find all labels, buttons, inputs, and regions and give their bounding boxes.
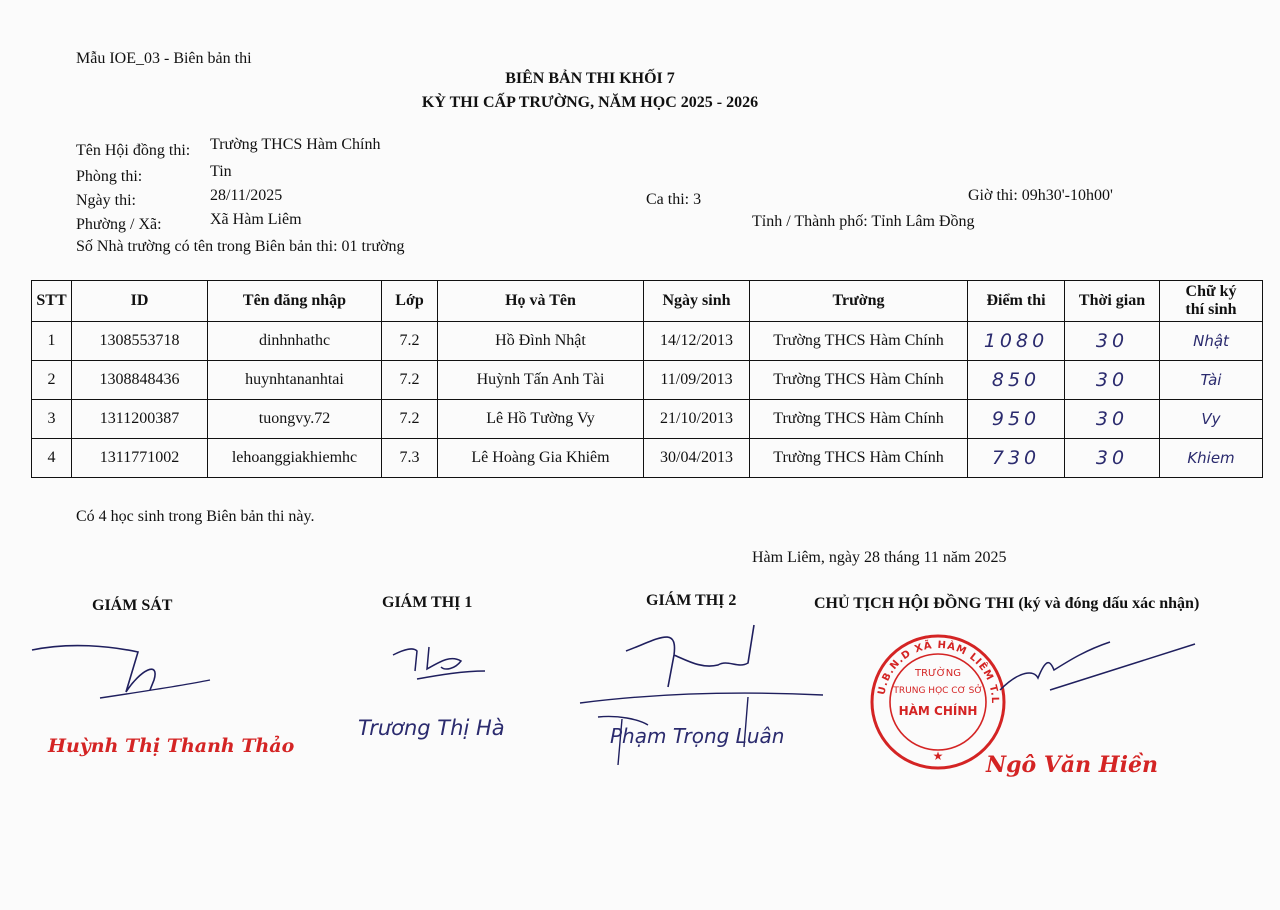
cell-class: 7.2 [382, 322, 438, 361]
date-value: 28/11/2025 [210, 187, 283, 204]
cell-stt: 2 [32, 361, 72, 400]
cell-score: 730 [968, 439, 1065, 478]
stamp-ring-text: U.B.N.D XÃ HÀM LIÊM T.L [876, 639, 1001, 705]
cell-dob: 11/09/2013 [644, 361, 750, 400]
chair-label: CHỦ TỊCH HỘI ĐỒNG THI (ký và đóng dấu xác nhận) [814, 595, 1200, 612]
cell-school: Trường THCS Hàm Chính [750, 322, 968, 361]
cell-dob: 21/10/2013 [644, 400, 750, 439]
cell-id: 1311200387 [72, 400, 208, 439]
cell-stt: 1 [32, 322, 72, 361]
cell-school: Trường THCS Hàm Chính [750, 400, 968, 439]
cell-school: Trường THCS Hàm Chính [750, 439, 968, 478]
cell-id: 1308553718 [72, 322, 208, 361]
header-name: Họ và Tên [438, 281, 644, 322]
proctor1-signature-icon [385, 635, 495, 685]
stamp-line3: HÀM CHÍNH [898, 704, 978, 718]
room-value: Tin [210, 163, 232, 180]
date-label: Ngày thi: [76, 192, 136, 209]
cell-stt: 3 [32, 400, 72, 439]
ward-label: Phường / Xã: [76, 216, 162, 233]
chair-name: Ngô Văn Hiền [986, 752, 1158, 778]
cell-time: 30 [1065, 322, 1160, 361]
cell-id: 1308848436 [72, 361, 208, 400]
exam-time: Giờ thi: 09h30'-10h00' [968, 187, 1113, 204]
cell-username: dinhnhathc [208, 322, 382, 361]
cell-username: huynhtananhtai [208, 361, 382, 400]
cell-class: 7.2 [382, 361, 438, 400]
roster-table [31, 280, 1263, 478]
form-code: Mẫu IOE_03 - Biên bản thi [76, 50, 252, 67]
cell-name: Hồ Đình Nhật [438, 322, 644, 361]
cell-school: Trường THCS Hàm Chính [750, 361, 968, 400]
proctor1-name: Trương Thị Hà [358, 716, 505, 740]
header-signature [1160, 281, 1263, 322]
document-title: BIÊN BẢN THI KHỐI 7 [505, 70, 675, 87]
room-label: Phòng thi: [76, 168, 143, 185]
document-subtitle: KỲ THI CẤP TRƯỜNG, NĂM HỌC 2025 - 2026 [421, 94, 759, 111]
table-row [32, 322, 1263, 361]
table-row [32, 361, 1263, 400]
cell-username: lehoanggiakhiemhc [208, 439, 382, 478]
school-count: Số Nhà trường có tên trong Biên bản thi: 01 trường [76, 238, 405, 255]
header-school: Trường [750, 281, 968, 322]
cell-id: 1311771002 [72, 439, 208, 478]
stamp-line2: TRUNG HỌC CƠ SỞ [893, 686, 983, 696]
cell-score: 950 [968, 400, 1065, 439]
cell-name: Lê Hồ Tường Vy [438, 400, 644, 439]
header-signature-line2: thí sinh [1185, 301, 1237, 318]
svg-text:★: ★ [932, 749, 944, 763]
cell-class: 7.2 [382, 400, 438, 439]
cell-signature: Nhật [1160, 322, 1263, 361]
cell-time: 30 [1065, 439, 1160, 478]
cell-name: Lê Hoàng Gia Khiêm [438, 439, 644, 478]
cell-score: 850 [968, 361, 1065, 400]
cell-stt: 4 [32, 439, 72, 478]
cell-class: 7.3 [382, 439, 438, 478]
supervisor-signature-icon [30, 630, 220, 710]
proctor2-signature-icon [578, 615, 828, 775]
table-row [32, 400, 1263, 439]
header-signature-line1: Chữ ký [1185, 283, 1237, 300]
province: Tỉnh / Thành phố: Tỉnh Lâm Đồng [752, 213, 975, 230]
place-date: Hàm Liêm, ngày 28 tháng 11 năm 2025 [752, 549, 1007, 566]
student-count-note: Có 4 học sinh trong Biên bản thi này. [76, 508, 315, 525]
header-username: Tên đăng nhập [208, 281, 382, 322]
cell-signature: Khiem [1160, 439, 1263, 478]
cell-dob: 14/12/2013 [644, 322, 750, 361]
cell-dob: 30/04/2013 [644, 439, 750, 478]
cell-signature: Tài [1160, 361, 1263, 400]
stamp-line1: TRƯỜNG [915, 668, 961, 679]
table-header-row [32, 281, 1263, 322]
official-stamp [868, 632, 1008, 772]
proctor2-name: Phạm Trọng Luân [610, 724, 785, 748]
header-id: ID [72, 281, 208, 322]
cell-time: 30 [1065, 400, 1160, 439]
table-row [32, 439, 1263, 478]
header-score: Điểm thi [968, 281, 1065, 322]
cell-name: Huỳnh Tấn Anh Tài [438, 361, 644, 400]
header-class: Lớp [382, 281, 438, 322]
cell-score: 1080 [968, 322, 1065, 361]
cell-time: 30 [1065, 361, 1160, 400]
cell-signature: Vy [1160, 400, 1263, 439]
header-stt: STT [32, 281, 72, 322]
chair-signature-icon [990, 630, 1200, 710]
proctor2-label: GIÁM THỊ 2 [646, 592, 737, 609]
header-time: Thời gian [1065, 281, 1160, 322]
supervisor-name: Huỳnh Thị Thanh Thảo [48, 735, 295, 757]
header-dob: Ngày sinh [644, 281, 750, 322]
proctor1-label: GIÁM THỊ 1 [382, 594, 473, 611]
supervisor-label: GIÁM SÁT [92, 597, 173, 614]
council-label: Tên Hội đồng thi: [76, 142, 191, 159]
stamp-seal-icon [868, 632, 1008, 772]
session: Ca thi: 3 [646, 191, 702, 208]
ward-value: Xã Hàm Liêm [210, 211, 302, 228]
council-value: Trường THCS Hàm Chính [210, 136, 381, 153]
cell-username: tuongvy.72 [208, 400, 382, 439]
